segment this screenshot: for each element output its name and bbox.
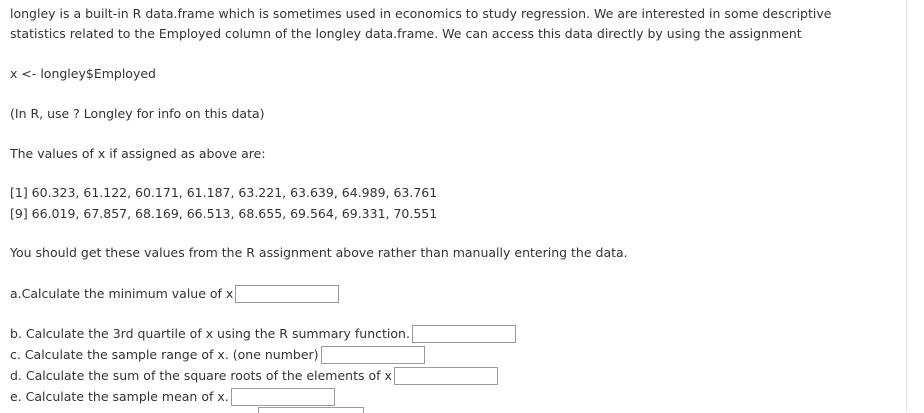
question-b-label: b. Calculate the 3rd quartile of x using the R summary function.	[10, 326, 410, 341]
question-e-answer-input[interactable]	[231, 388, 335, 406]
intro-line-2: statistics related to the Employed column of the longley data.frame. We can access this data directly by using the assignment	[10, 26, 802, 41]
values-row-1: [1] 60.323, 61.122, 60.171, 61.187, 63.221, 63.639, 64.989, 63.761	[10, 185, 438, 200]
question-a-answer-input[interactable]	[235, 285, 339, 303]
question-c-answer-input[interactable]	[321, 346, 425, 364]
question-a	[10, 285, 339, 304]
info-note: (In R, use ? Longley for info on this data)	[10, 106, 265, 121]
question-c-label: c. Calculate the sample range of x. (one number)	[10, 347, 319, 362]
question-e-label: e. Calculate the sample mean of x.	[10, 389, 229, 404]
question-b	[10, 325, 516, 344]
instruction-text: You should get these values from the R assignment above rather than manually entering the data.	[10, 245, 628, 260]
values-row-2: [9] 66.019, 67.857, 68.169, 66.513, 68.655, 69.564, 69.331, 70.551	[10, 206, 438, 221]
question-b-answer-input[interactable]	[412, 325, 516, 343]
intro-line-1: longley is a built-in R data.frame which is sometimes used in economics to study regression. We are interested in some descriptive	[10, 6, 832, 21]
question-d-answer-input[interactable]	[394, 367, 498, 385]
question-a-label: a.Calculate the minimum value of x	[10, 286, 234, 301]
content-frame-border	[906, 0, 907, 412]
question-d-label: d. Calculate the sum of the square roots of the elements of x	[10, 368, 392, 383]
assignment-code: x <- longley$Employed	[10, 66, 156, 81]
values-intro: The values of x if assigned as above are:	[10, 146, 266, 161]
question-e	[10, 388, 335, 407]
question-d	[10, 367, 498, 386]
next-answer-box-partial[interactable]	[258, 407, 364, 413]
question-c	[10, 346, 425, 365]
